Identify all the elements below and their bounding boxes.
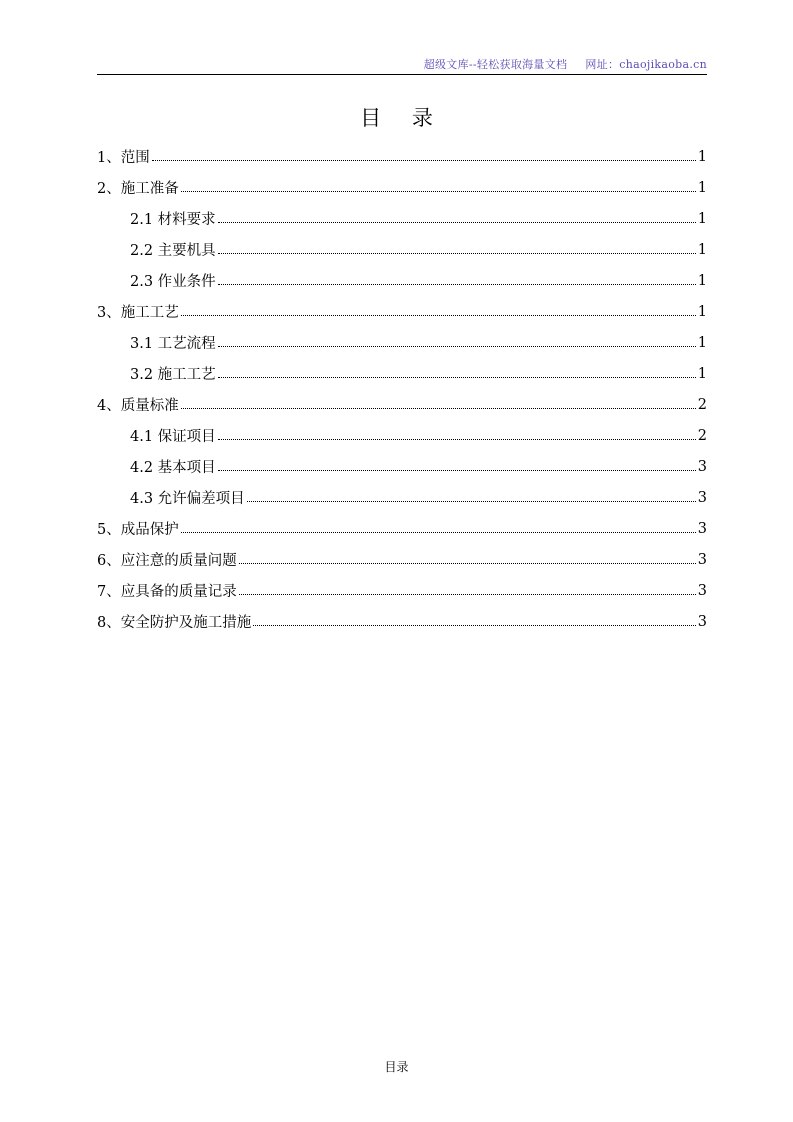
toc-entry-label: 5、成品保护 (97, 522, 179, 538)
toc-entry-label: 8、安全防护及施工措施 (97, 615, 252, 631)
toc-entry[interactable] (97, 606, 707, 637)
toc-dot-leader (181, 191, 696, 192)
toc-entry-label: 6、应注意的质量问题 (97, 553, 237, 569)
header-site-url: 网址：chaojikaoba.cn (585, 58, 707, 71)
page-footer: 目录 (384, 1060, 409, 1074)
toc-entry[interactable] (97, 203, 707, 234)
toc-dot-leader (218, 253, 696, 254)
header-site-slogan: 超级文库--轻松获取海量文档 (423, 58, 568, 71)
toc-entry-page-number: 3 (697, 582, 707, 599)
toc-entry[interactable] (97, 420, 707, 451)
toc-dot-leader (218, 470, 696, 471)
toc-entry-page-number: 1 (697, 179, 707, 196)
toc-entry-label: 4.3 允许偏差项目 (130, 491, 245, 507)
toc-entry-page-number: 1 (697, 303, 707, 320)
toc-entry[interactable] (97, 358, 707, 389)
toc-entry-page-number: 3 (697, 520, 707, 537)
toc-entry-label: 4.1 保证项目 (130, 429, 216, 445)
toc-entry[interactable] (97, 234, 707, 265)
toc-entry-label: 7、应具备的质量记录 (97, 584, 237, 600)
toc-dot-leader (181, 315, 696, 316)
toc-entry-label: 4.2 基本项目 (130, 460, 216, 476)
toc-entry-page-number: 1 (697, 148, 707, 165)
toc-entry-page-number: 3 (697, 551, 707, 568)
toc-dot-leader (218, 346, 696, 347)
toc-entry[interactable] (97, 141, 707, 172)
toc-dot-leader (152, 160, 696, 161)
toc-entry-page-number: 1 (697, 334, 707, 351)
toc-entry-page-number: 1 (697, 241, 707, 258)
toc-entry-label: 3.1 工艺流程 (130, 336, 216, 352)
toc-entry-page-number: 1 (697, 365, 707, 382)
toc-entry[interactable] (97, 327, 707, 358)
toc-entry-page-number: 3 (697, 489, 707, 506)
toc-dot-leader (181, 408, 696, 409)
toc-entry[interactable] (97, 513, 707, 544)
toc-entry-label: 4、质量标准 (97, 398, 179, 414)
toc-entry[interactable] (97, 451, 707, 482)
toc-dot-leader (218, 439, 696, 440)
toc-entry-page-number: 3 (697, 613, 707, 630)
toc-dot-leader (239, 563, 696, 564)
toc-entry[interactable] (97, 389, 707, 420)
toc-entry[interactable] (97, 172, 707, 203)
toc-entry-label: 2.2 主要机具 (130, 243, 216, 259)
toc-entry-label: 3、施工工艺 (97, 305, 179, 321)
toc-entry-page-number: 1 (697, 272, 707, 289)
toc-entry-page-number: 1 (697, 210, 707, 227)
toc-dot-leader (181, 532, 696, 533)
toc-dot-leader (218, 377, 696, 378)
toc-dot-leader (247, 501, 696, 502)
toc-entry-label: 1、范围 (97, 150, 150, 166)
toc-entry-label: 2.3 作业条件 (130, 274, 216, 290)
table-of-contents (97, 141, 707, 637)
toc-dot-leader (253, 625, 696, 626)
toc-dot-leader (239, 594, 696, 595)
toc-entry-label: 3.2 施工工艺 (130, 367, 216, 383)
page-header (97, 56, 707, 75)
toc-entry-page-number: 2 (697, 427, 707, 444)
toc-entry[interactable] (97, 265, 707, 296)
toc-entry-label: 2.1 材料要求 (130, 212, 216, 228)
toc-entry-page-number: 3 (697, 458, 707, 475)
toc-entry[interactable] (97, 544, 707, 575)
toc-dot-leader (218, 284, 696, 285)
toc-entry[interactable] (97, 296, 707, 327)
toc-entry[interactable] (97, 482, 707, 513)
toc-entry-page-number: 2 (697, 396, 707, 413)
page-title: 目 录 (360, 106, 445, 130)
toc-entry[interactable] (97, 575, 707, 606)
toc-dot-leader (218, 222, 696, 223)
toc-entry-label: 2、施工准备 (97, 181, 179, 197)
